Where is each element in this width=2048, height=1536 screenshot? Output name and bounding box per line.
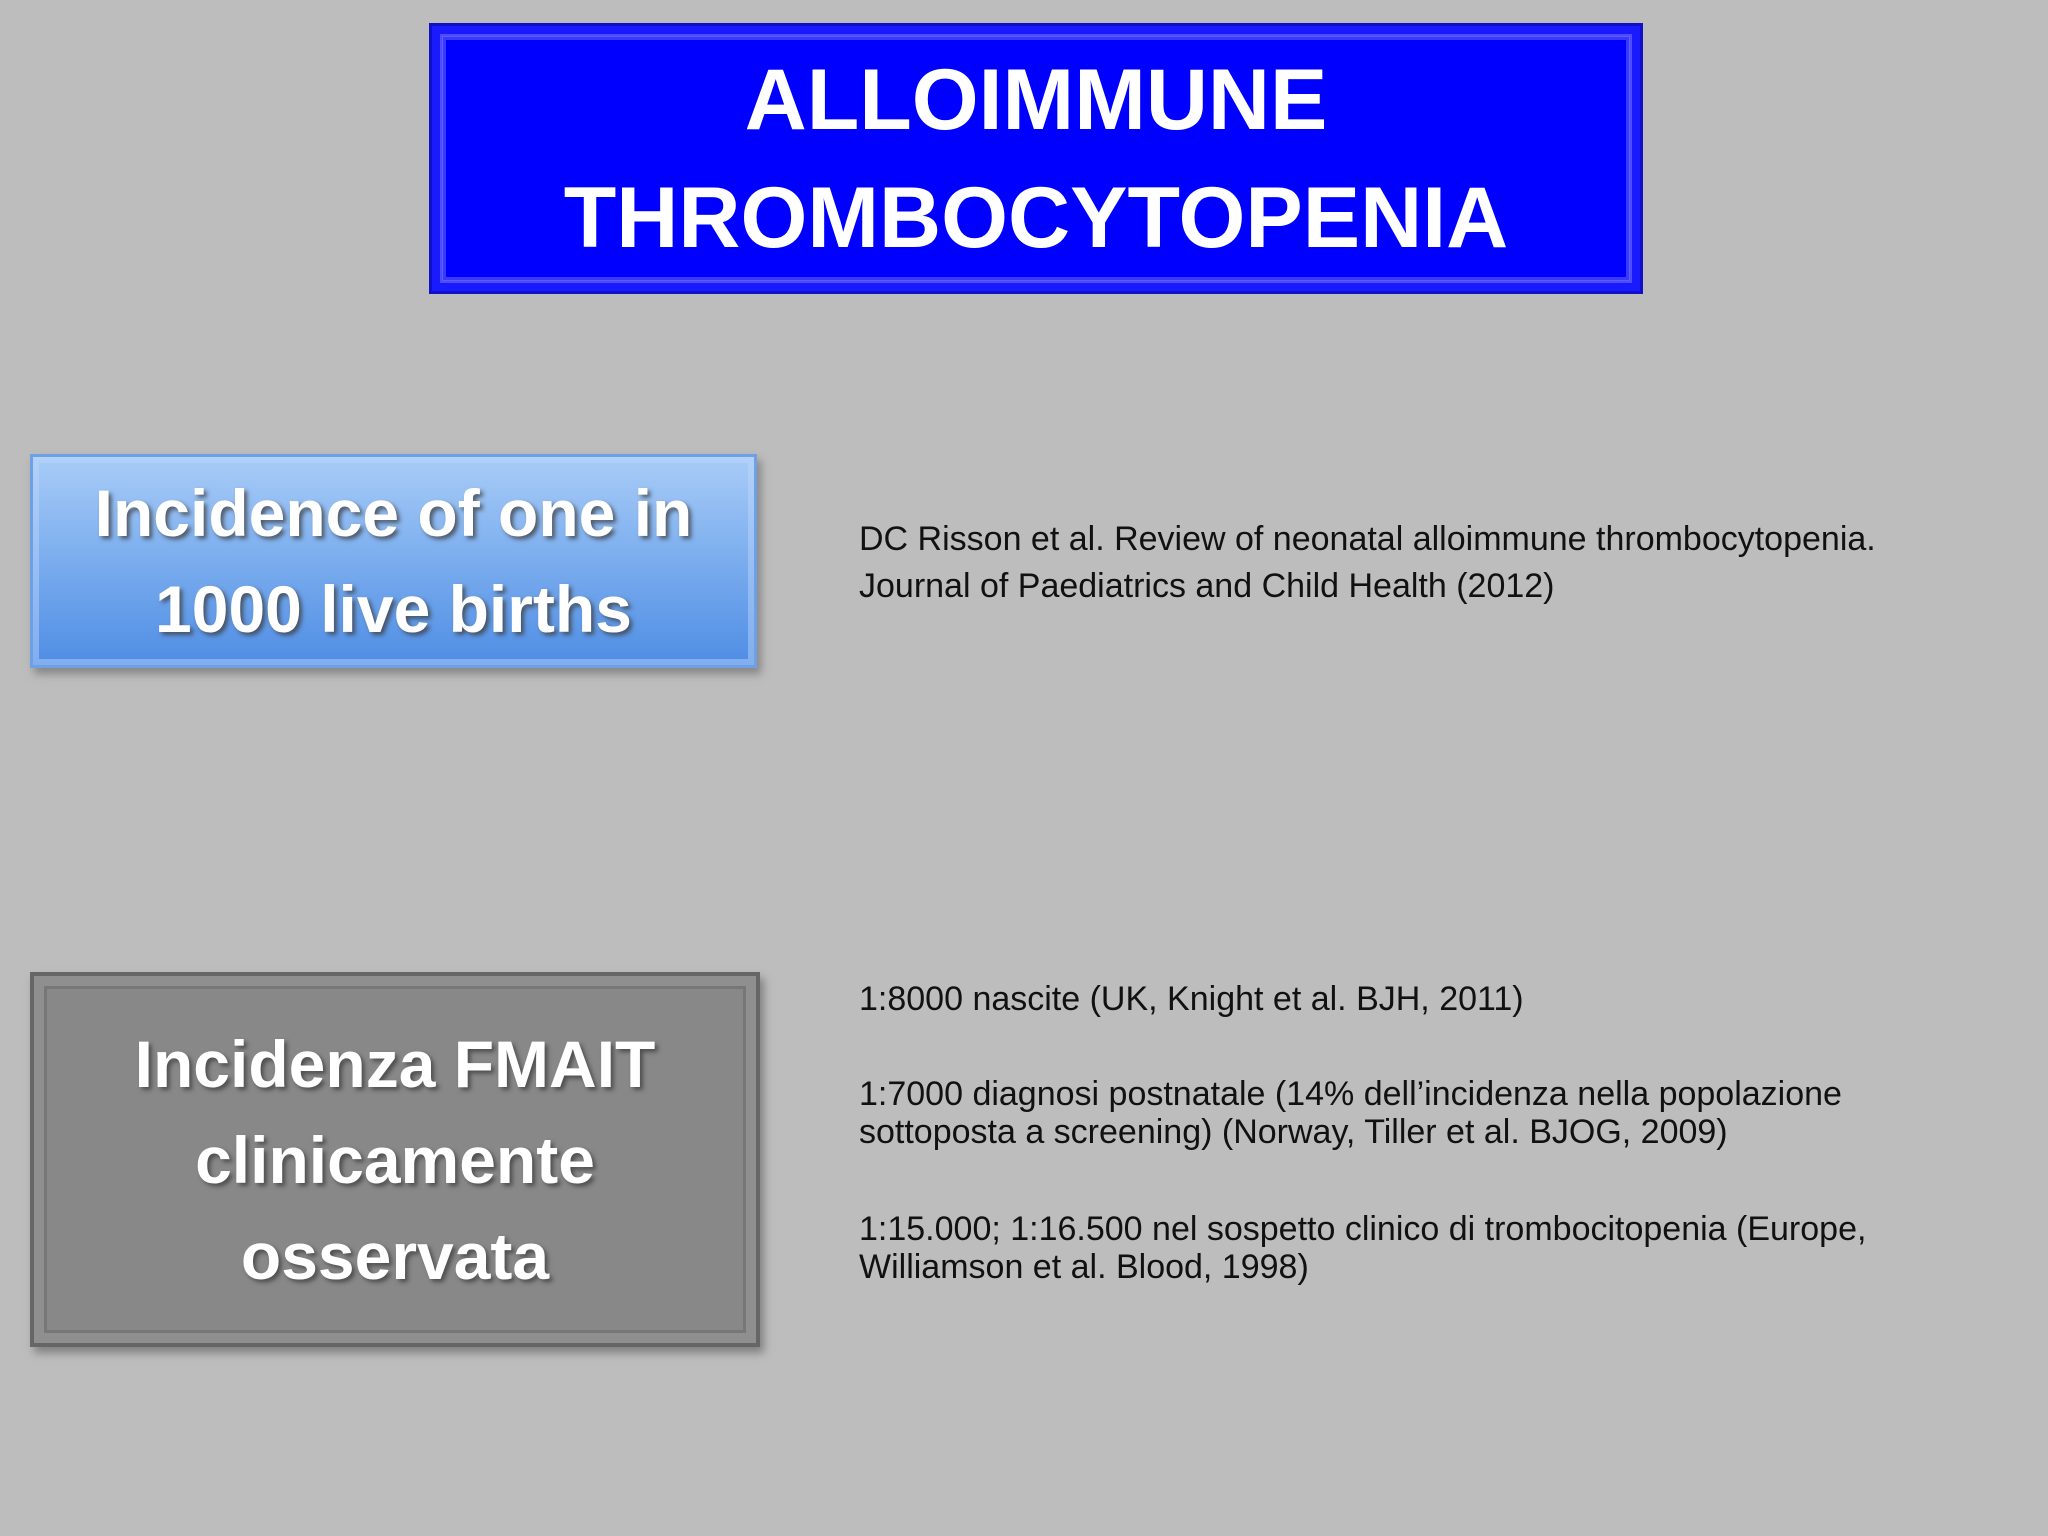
reference-risson-line-2: Journal of Paediatrics and Child Health (2012) [859, 567, 1555, 605]
incidence-note-norway-line-2: sottoposta a screening) (Norway, Tiller et al. BJOG, 2009) [859, 1113, 1728, 1151]
incidence-note-europe-line-2: Williamson et al. Blood, 1998) [859, 1248, 1309, 1286]
incidence-note-europe-line-1: 1:15.000; 1:16.500 nel sospetto clinico di trombocitopenia (Europe, [859, 1210, 1867, 1248]
incidence-box-italian-line-2: clinicamente [195, 1122, 595, 1197]
incidence-note-uk [859, 980, 1524, 1018]
incidence-box-english-line-2: 1000 live births [155, 572, 632, 646]
title-line-2: THROMBOCYTOPENIA [563, 169, 1509, 266]
incidence-box-english [30, 454, 757, 668]
incidence-note-europe [859, 1210, 1866, 1286]
incidence-box-english-line-1: Incidence of one in [94, 476, 693, 550]
incidence-note-uk-text: 1:8000 nascite (UK, Knight et al. BJH, 2011) [859, 980, 1524, 1018]
incidence-note-norway-line-1: 1:7000 diagnosi postnatale (14% dell’incidenza nella popolazione [859, 1075, 1842, 1113]
incidence-box-italian-line-1: Incidenza FMAIT [134, 1026, 656, 1101]
reference-risson-line-1: DC Risson et al. Review of neonatal alloimmune thrombocytopenia. [859, 520, 1876, 558]
incidence-note-norway [859, 1075, 1842, 1151]
incidence-box-italian [30, 972, 760, 1347]
title-line-1: ALLOIMMUNE [744, 51, 1328, 148]
title-banner [429, 23, 1643, 294]
incidence-box-italian-line-3: osservata [240, 1218, 550, 1293]
reference-risson [859, 516, 1876, 610]
